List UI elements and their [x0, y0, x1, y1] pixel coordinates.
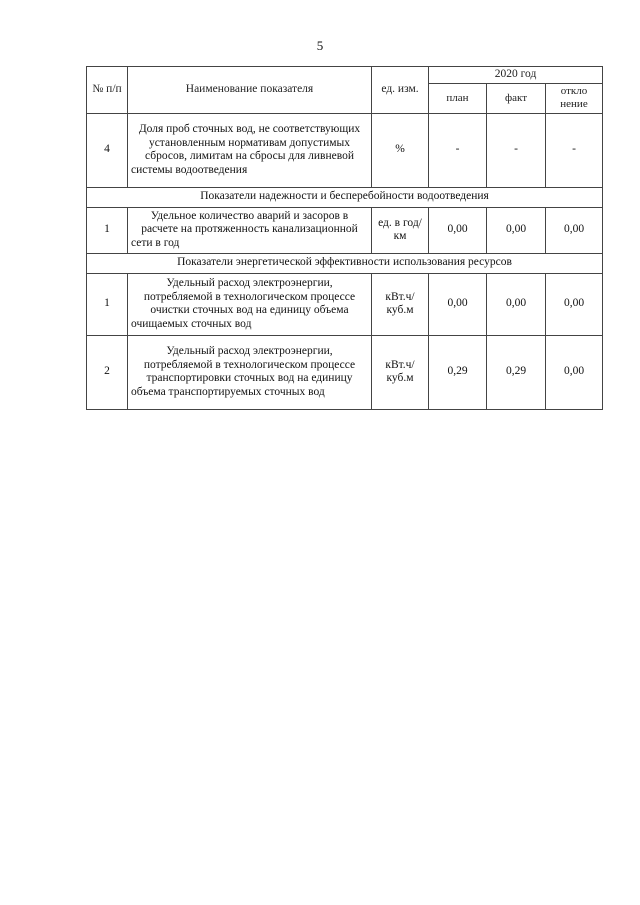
row-num: 1 [87, 273, 128, 335]
row-unit: кВт.ч/ куб.м [372, 335, 429, 409]
row-name: Доля проб сточных вод, не соответствующих установленным нормативам допустимых сбросов, лимитам на сбросы для ливневой системы водоотведения [128, 113, 372, 187]
row-name: Удельный расход электроэнергии, потребляемой в технологическом процессе очистки сточных вод на единицу объема очищаемых сточных вод [128, 273, 372, 335]
row-unit: % [372, 113, 429, 187]
table-row [87, 113, 603, 187]
row-deviation: 0,00 [546, 335, 603, 409]
row-deviation: - [546, 113, 603, 187]
row-plan: 0,00 [429, 273, 487, 335]
row-fact: 0,29 [487, 335, 546, 409]
header-unit: ед. изм. [372, 67, 429, 114]
row-plan: 0,29 [429, 335, 487, 409]
row-fact: 0,00 [487, 273, 546, 335]
row-unit: кВт.ч/ куб.м [372, 273, 429, 335]
header-year: 2020 год [429, 67, 603, 84]
section-energy: Показатели энергетической эффективности использования ресурсов [87, 253, 603, 273]
row-unit: ед. в год/ км [372, 207, 429, 253]
page-number: 5 [316, 38, 324, 53]
row-fact: - [487, 113, 546, 187]
row-name: Удельный расход электроэнергии, потребляемой в технологическом процессе транспортировки сточных вод на единицу объема транспортируемых сточных вод [128, 335, 372, 409]
section-reliability: Показатели надежности и бесперебойности водоотведения [87, 187, 603, 207]
row-fact: 0,00 [487, 207, 546, 253]
header-deviation: откло нение [546, 83, 603, 113]
row-num: 2 [87, 335, 128, 409]
table-row [87, 273, 603, 335]
row-num: 4 [87, 113, 128, 187]
header-num: № п/п [87, 67, 128, 114]
row-deviation: 0,00 [546, 273, 603, 335]
row-deviation: 0,00 [546, 207, 603, 253]
row-plan: 0,00 [429, 207, 487, 253]
table-row [87, 335, 603, 409]
row-plan: - [429, 113, 487, 187]
header-plan: план [429, 83, 487, 113]
indicators-table [86, 66, 603, 410]
row-name: Удельное количество аварий и засоров в расчете на протяженность канализационной сети в год [128, 207, 372, 253]
header-name: Наименование показателя [128, 67, 372, 114]
row-num: 1 [87, 207, 128, 253]
header-fact: факт [487, 83, 546, 113]
table-row [87, 207, 603, 253]
